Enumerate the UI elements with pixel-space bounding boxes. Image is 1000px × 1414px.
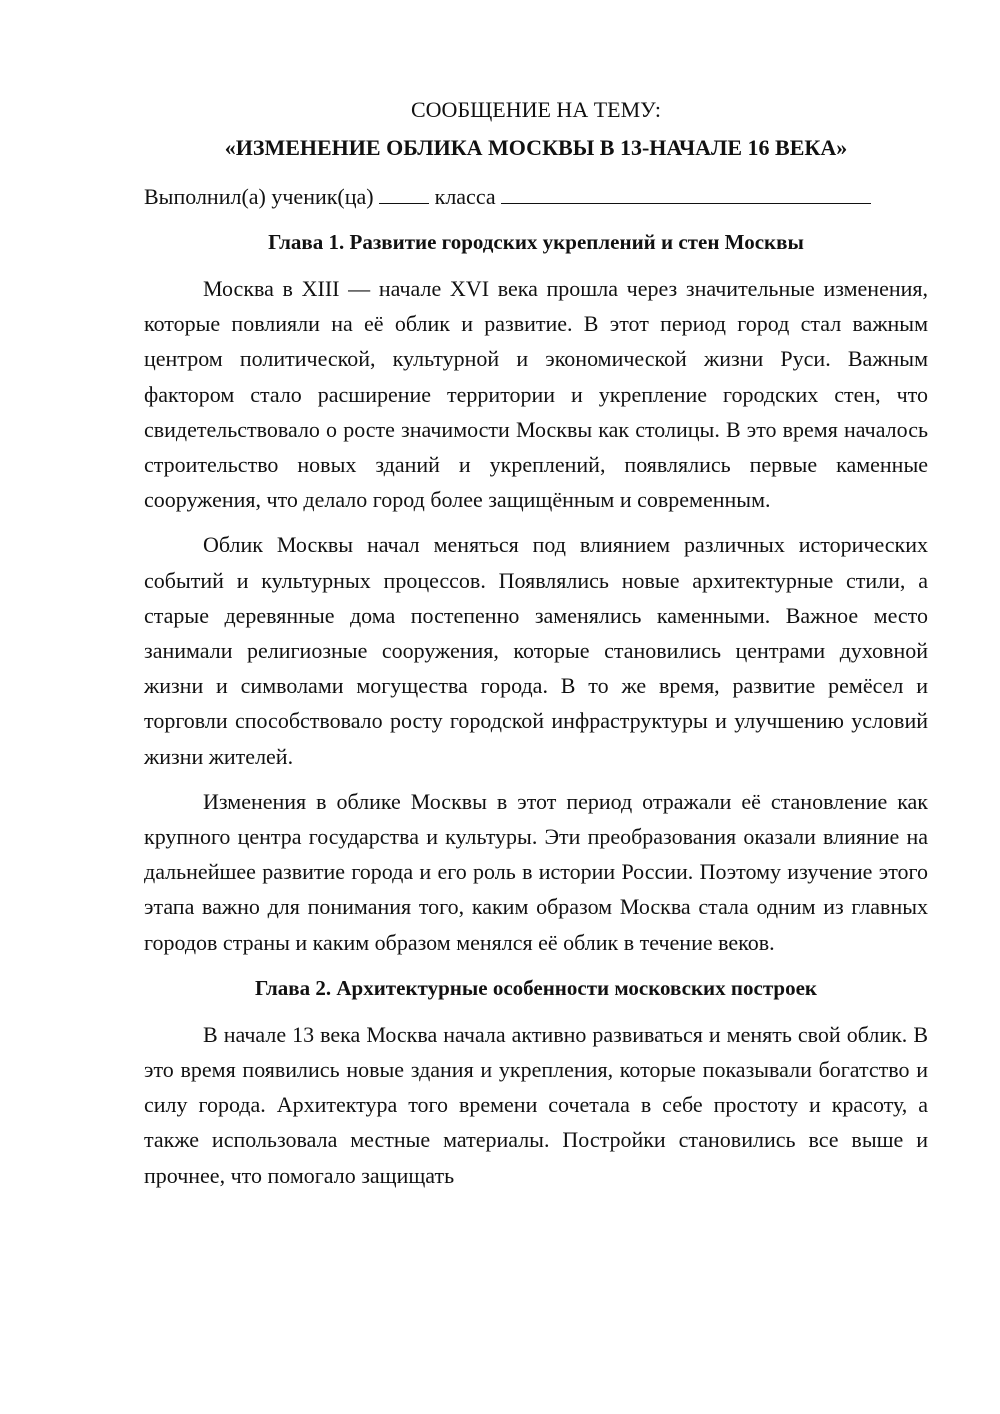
- chapter-2-heading: Глава 2. Архитектурные особенности московских построек: [255, 975, 817, 1000]
- document-subtitle: СООБЩЕНИЕ НА ТЕМУ:: [411, 97, 661, 122]
- document-title: «ИЗМЕНЕНИЕ ОБЛИКА МОСКВЫ В 13-НАЧАЛЕ 16 ВЕКА»: [224, 135, 848, 160]
- chapter-1-paragraph-3: Изменения в облике Москвы в этот период отражали её становление как крупного центра государства и культуры. Эти преобразования оказали влияние на дальнейшее развитие города и его роль в истории России. Поэтому изучение этого этапа важно для понимания того, каким образом Москва стала одним из главных городов страны и каким образом менялся её облик в течение веков.: [144, 788, 928, 955]
- chapter-2-paragraph-1: В начале 13 века Москва начала активно развиваться и менять свой облик. В это время появились новые здания и укрепления, которые показывали богатство и силу города. Архитектура того времени сочетала в себе простоту и красоту, а также использовала местные материалы. Постройки становились все выше и прочнее, что помогало защищать: [144, 1021, 928, 1188]
- document-page: [144, 92, 928, 1193]
- chapter-1-heading: Глава 1. Развитие городских укреплений и стен Москвы: [268, 230, 804, 254]
- student-label: Выполнил(а) ученик(ца): [144, 184, 374, 209]
- name-blank: [501, 183, 871, 204]
- grade-blank: [379, 183, 429, 204]
- chapter-1-paragraph-2: Облик Москвы начал меняться под влиянием различных исторических событий и культурных процессов. Появлялись новые архитектурные стили, а старые деревянные дома постепенно заменялись каменными. Важное место занимали религиозные сооружения, которые становились центрами духовной жизни и символами могущества города. В то же время, развитие ремёсел и торговли способствовало росту городской инфраструктуры и улучшению условий жизни жителей.: [144, 532, 928, 769]
- student-info-line: [144, 179, 928, 214]
- class-label: класса: [434, 184, 496, 209]
- chapter-1-paragraph-1: Москва в XIII — начале XVI века прошла через значительные изменения, которые повлияли на её облик и развитие. В этот период город стал важным центром политической, культурной и экономической жизни Руси. Важным фактором стало расширение территории и укрепление городских стен, что свидетельствовало о росте значимости Москвы как столицы. В это время началось строительство новых зданий и укреплений, появлялись первые каменные сооружения, что делало город более защищённым и современным.: [144, 276, 928, 513]
